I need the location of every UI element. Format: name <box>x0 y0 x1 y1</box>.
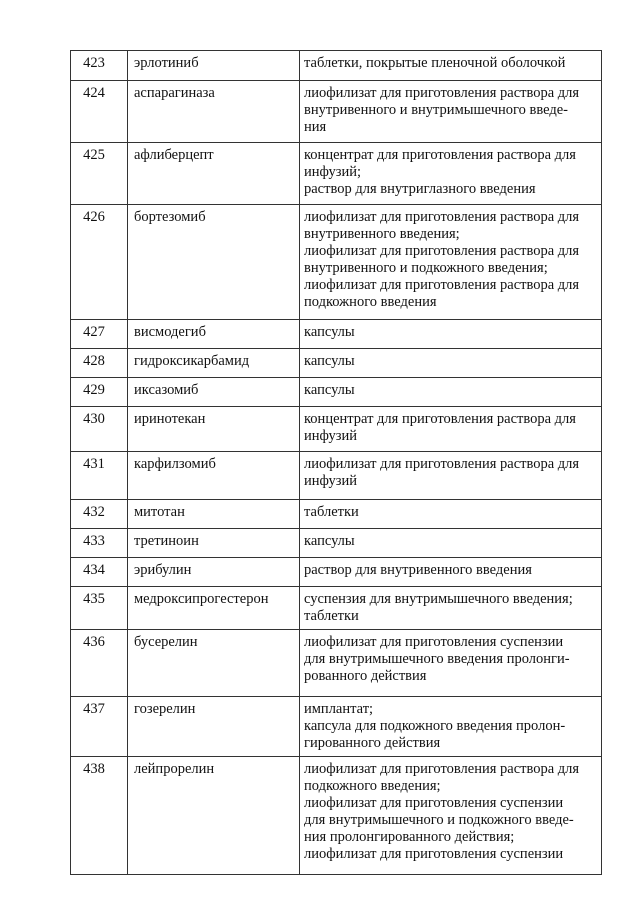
table-row <box>71 558 602 587</box>
table-row <box>71 452 602 500</box>
row-number: 429 <box>71 378 128 407</box>
dosage-form: капсулы <box>300 320 602 349</box>
table-row <box>71 630 602 697</box>
dosage-form: имплантат; капсула для подкожного введения пролон- гированного действия <box>300 697 602 757</box>
drug-name: медроксипрогестерон <box>128 587 300 630</box>
table-row <box>71 51 602 81</box>
dosage-form: таблетки <box>300 500 602 529</box>
row-number: 426 <box>71 205 128 320</box>
drug-name: лейпрорелин <box>128 757 300 875</box>
drug-name: бортезомиб <box>128 205 300 320</box>
drug-name: аспарагиназа <box>128 81 300 143</box>
row-number: 428 <box>71 349 128 378</box>
drug-table <box>70 50 602 875</box>
table-row <box>71 407 602 452</box>
row-number: 434 <box>71 558 128 587</box>
table-row <box>71 529 602 558</box>
row-number: 423 <box>71 51 128 81</box>
table-row <box>71 320 602 349</box>
drug-name: третиноин <box>128 529 300 558</box>
dosage-form: раствор для внутривенного введения <box>300 558 602 587</box>
table-row <box>71 143 602 205</box>
row-number: 425 <box>71 143 128 205</box>
drug-name: иринотекан <box>128 407 300 452</box>
drug-name: эрлотиниб <box>128 51 300 81</box>
dosage-form: концентрат для приготовления раствора для инфузий <box>300 407 602 452</box>
dosage-form: лиофилизат для приготовления раствора для внутривенного и внутримышечного введе- ния <box>300 81 602 143</box>
row-number: 437 <box>71 697 128 757</box>
dosage-form: лиофилизат для приготовления раствора для подкожного введения; лиофилизат для приготовления суспензии для внутримышечного и подкожного введе- ния пролонгированного действия; лиофилизат для приготовления суспензии <box>300 757 602 875</box>
drug-name: митотан <box>128 500 300 529</box>
row-number: 424 <box>71 81 128 143</box>
table-row <box>71 81 602 143</box>
drug-name: бусерелин <box>128 630 300 697</box>
dosage-form: суспензия для внутримышечного введения; таблетки <box>300 587 602 630</box>
table-row <box>71 205 602 320</box>
drug-name: иксазомиб <box>128 378 300 407</box>
table-row <box>71 697 602 757</box>
table-row <box>71 757 602 875</box>
drug-name: эрибулин <box>128 558 300 587</box>
dosage-form: лиофилизат для приготовления раствора для инфузий <box>300 452 602 500</box>
table-row <box>71 587 602 630</box>
row-number: 436 <box>71 630 128 697</box>
row-number: 432 <box>71 500 128 529</box>
row-number: 431 <box>71 452 128 500</box>
row-number: 433 <box>71 529 128 558</box>
drug-name: афлиберцепт <box>128 143 300 205</box>
drug-name: висмодегиб <box>128 320 300 349</box>
dosage-form: концентрат для приготовления раствора для инфузий; раствор для внутриглазного введения <box>300 143 602 205</box>
dosage-form: лиофилизат для приготовления суспензии для внутримышечного введения пролонги- рованного действия <box>300 630 602 697</box>
table-row <box>71 500 602 529</box>
dosage-form: лиофилизат для приготовления раствора для внутривенного введения; лиофилизат для приготовления раствора для внутривенного и подкожного введения; лиофилизат для приготовления раствора для подкожного введения <box>300 205 602 320</box>
dosage-form: таблетки, покрытые пленочной оболочкой <box>300 51 602 81</box>
dosage-form: капсулы <box>300 529 602 558</box>
row-number: 427 <box>71 320 128 349</box>
row-number: 438 <box>71 757 128 875</box>
dosage-form: капсулы <box>300 378 602 407</box>
dosage-form: капсулы <box>300 349 602 378</box>
drug-name: карфилзомиб <box>128 452 300 500</box>
drug-name: гозерелин <box>128 697 300 757</box>
row-number: 430 <box>71 407 128 452</box>
table-row <box>71 349 602 378</box>
drug-name: гидроксикарбамид <box>128 349 300 378</box>
row-number: 435 <box>71 587 128 630</box>
table-row <box>71 378 602 407</box>
